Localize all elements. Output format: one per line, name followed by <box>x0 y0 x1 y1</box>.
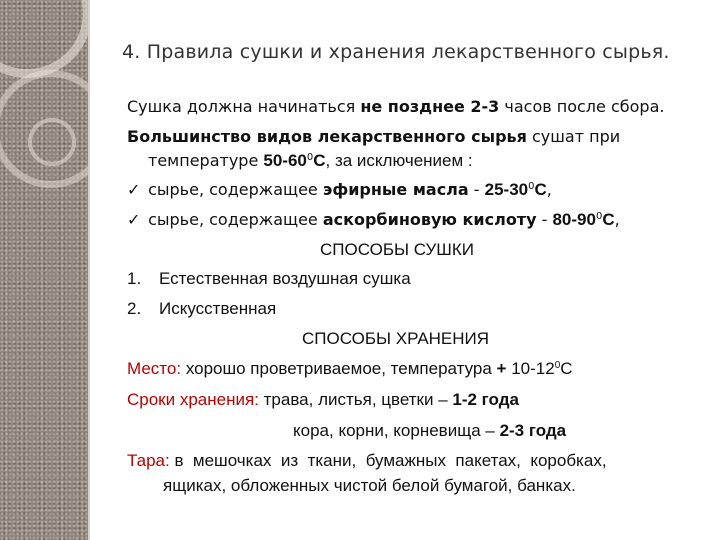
text-bold: не позднее <box>360 97 471 116</box>
checkmark-icon: ✓ <box>127 210 141 229</box>
text-bold: Большинство видов лекарственного сырья <box>127 127 527 146</box>
list-text: Естественная воздушная сушка <box>159 269 411 288</box>
text-bold: С <box>534 180 547 199</box>
text-line-most-types <box>127 127 620 146</box>
text-bold: 2-3 года <box>499 421 567 440</box>
heading-storage-methods: СПОСОБЫ ХРАНЕНИЯ <box>302 329 490 348</box>
text: - <box>536 210 553 229</box>
text: , <box>614 210 620 229</box>
heading-drying-methods: СПОСОБЫ СУШКИ <box>320 240 474 259</box>
decorative-ring <box>28 118 76 166</box>
divider <box>88 0 90 540</box>
text: С <box>560 359 573 378</box>
text: в мешочках из ткани, бумажных пакетах, коробках, <box>169 451 607 470</box>
text-line-container-2: ящиках, обложенных чистой белой бумагой, банках. <box>163 476 576 495</box>
list-item <box>127 299 276 319</box>
text: Сушка должна начинаться <box>127 97 361 116</box>
list-number: 1. <box>127 269 142 288</box>
text-bold: С <box>313 151 326 170</box>
text-bold: 80-90 <box>552 210 596 229</box>
text: сушат при <box>526 127 621 146</box>
text-line-place <box>127 359 573 379</box>
text: сырье, содержащее <box>148 210 323 229</box>
text: температуре <box>148 151 264 170</box>
list-number: 2. <box>127 299 142 318</box>
text: 10-12 <box>506 359 555 378</box>
superscript: 0 <box>595 211 603 222</box>
text: часов после сбора. <box>499 97 665 116</box>
text: сырье, содержащее <box>148 180 323 199</box>
text-line-drying-start <box>127 97 664 116</box>
text: хорошо проветриваемое, температура <box>181 359 497 378</box>
checkmark-icon: ✓ <box>127 180 141 199</box>
label-red: Место: <box>127 359 182 378</box>
label-red: Тара: <box>127 451 170 470</box>
text-bold: С <box>602 210 615 229</box>
text-bold: + <box>496 359 507 378</box>
superscript: 0 <box>528 181 535 192</box>
text-bold: 2-3 <box>470 97 500 116</box>
list-item <box>127 269 411 289</box>
label-red: Сроки хранения: <box>127 390 259 409</box>
text-bold: эфирные масла <box>322 180 469 199</box>
text-bold: 50-60 <box>263 151 307 170</box>
slide-title: 4. Правила сушки и хранения лекарственного сырья. <box>122 41 670 63</box>
text-bold: 25-30 <box>484 180 529 199</box>
decorative-ring <box>0 0 88 78</box>
text-bold: аскорбиновую кислоту <box>322 210 537 229</box>
text-bold: 1-2 года <box>452 390 519 409</box>
text-line-storage-terms <box>127 390 519 410</box>
superscript: 0 <box>554 360 561 371</box>
bullet-item-essential-oils <box>127 180 552 200</box>
text-line-temperature <box>148 151 473 171</box>
list-text: Искусственная <box>159 299 277 318</box>
decorative-texture-panel <box>0 0 88 540</box>
bullet-item-ascorbic-acid <box>127 210 620 230</box>
text: , за исключением : <box>325 151 473 170</box>
text-line-storage-terms-2 <box>293 421 566 441</box>
text: , <box>546 180 552 199</box>
superscript: 0 <box>306 152 314 163</box>
text: кора, корни, корневища – <box>293 421 500 440</box>
text: трава, листья, цветки – <box>258 390 453 409</box>
text-line-container <box>127 451 607 471</box>
text: - <box>468 180 485 199</box>
